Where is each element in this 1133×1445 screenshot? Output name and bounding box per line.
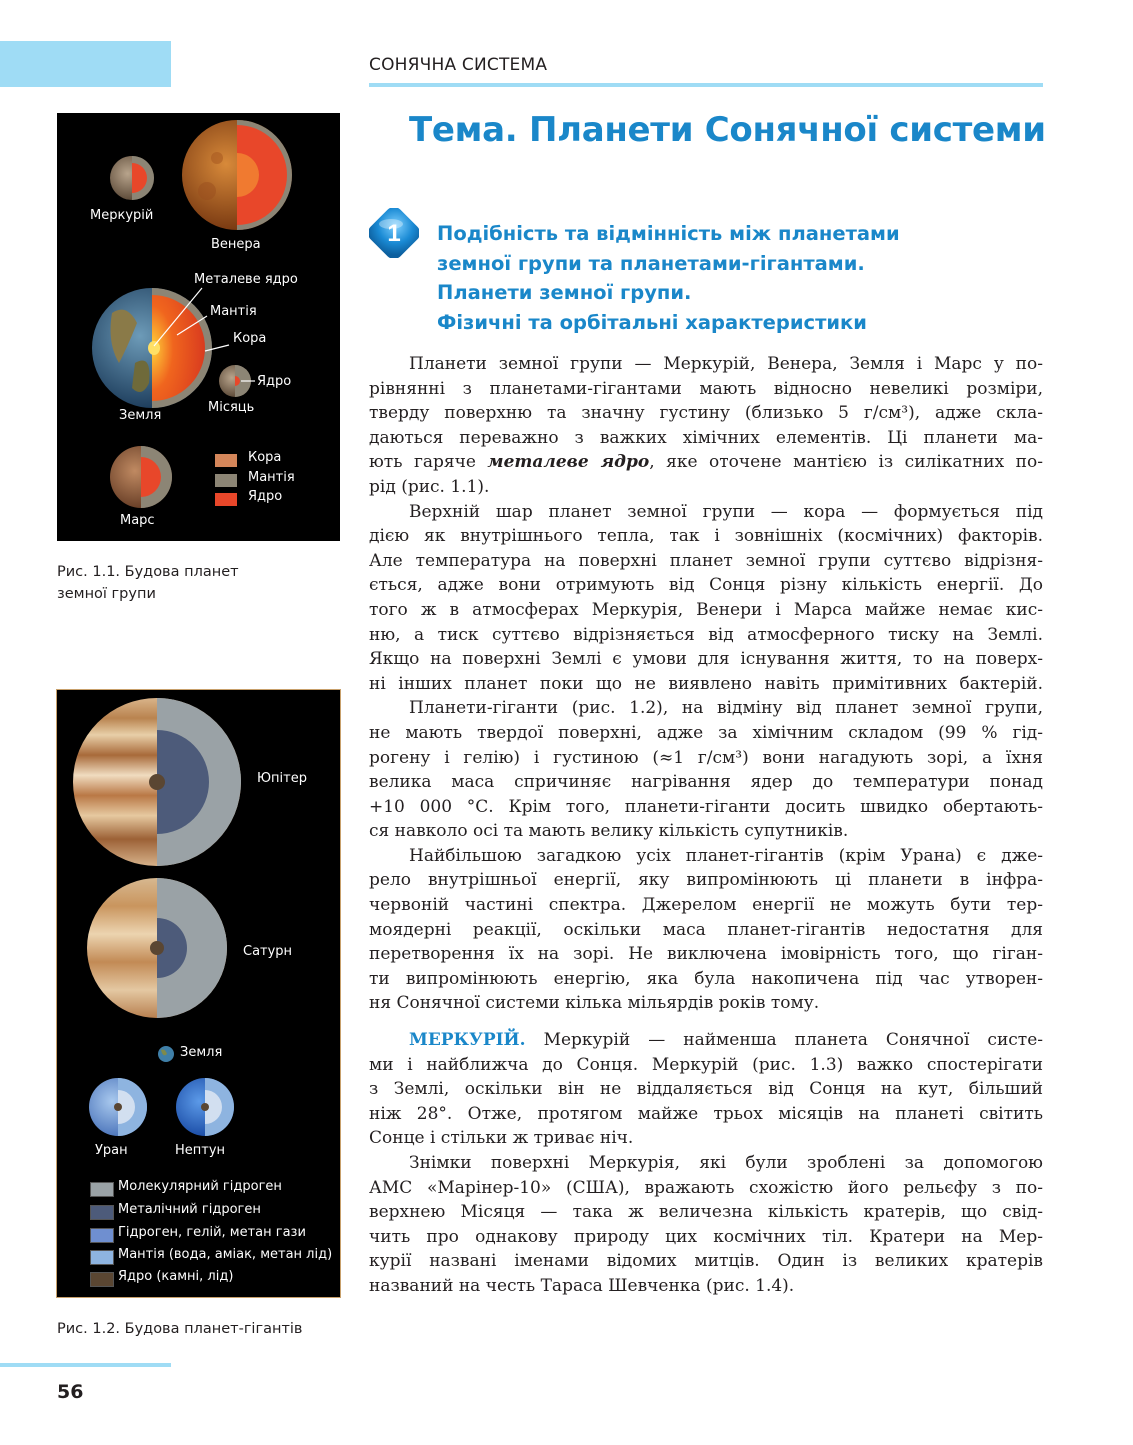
paragraph-terrestrial xyxy=(369,352,1043,500)
label-mars: Марс xyxy=(120,513,155,528)
keyword-mercury: МЕРКУРІЙ. xyxy=(409,1030,526,1051)
uranus-cutaway xyxy=(89,1078,147,1136)
section-heading xyxy=(437,219,997,337)
paragraph-mariner xyxy=(369,1151,1043,1299)
text-line xyxy=(369,450,1043,475)
legend-label: Гідроген, гелій, метан гази xyxy=(118,1225,306,1240)
text-line: рід (рис. 1.1). xyxy=(369,476,490,497)
saturn-cutaway xyxy=(87,878,227,1018)
caption-line: земної групи xyxy=(57,586,156,602)
jupiter-cutaway xyxy=(73,698,241,866)
section-heading-line: Подібність та відмінність між планетами xyxy=(437,222,900,245)
label-moon: Місяць xyxy=(208,400,255,415)
label-mantle: Мантія xyxy=(210,304,257,319)
mars-cutaway xyxy=(110,446,172,508)
figure-terrestrial-planets xyxy=(57,113,340,541)
legend-label: Ядро xyxy=(248,489,283,504)
term-metal-core: металеве ядро xyxy=(487,452,650,473)
paragraph-giants xyxy=(369,696,1043,844)
legend-swatch xyxy=(90,1250,114,1265)
text-line: перетворення їх на зорі. Не виключена імовірність того, що гіган- xyxy=(369,944,1043,965)
text-line: Планети-гіганти (рис. 1.2), на відміну від планет земної групи, xyxy=(409,698,1043,719)
text-line: названий на честь Тараса Шевченка (рис. 1.4). xyxy=(369,1275,795,1296)
text-line: ню, а тиск суттєво відрізняється від атмосферного тиску на Землі. xyxy=(369,624,1043,645)
text-line xyxy=(369,1028,1043,1053)
legend-swatch xyxy=(90,1205,114,1220)
label-earth: Земля xyxy=(119,408,162,423)
moon-cutaway xyxy=(219,365,255,397)
text-line: чить про однакову природу цих космічних тіл. Кратери на Мер- xyxy=(369,1226,1043,1247)
text-run: Меркурій — найменша планета Сонячної систе- xyxy=(525,1030,1043,1051)
legend-swatch xyxy=(90,1228,114,1243)
label-metal-core: Металеве ядро xyxy=(194,272,298,287)
section-number-badge xyxy=(369,208,419,258)
text-run: , яке оточене мантією із силікатних по- xyxy=(649,452,1043,473)
text-line: рогену і гелію) і густиною (≈1 г/см³) вони нагадують зорі, а їхня xyxy=(369,747,1043,768)
label-venus: Венера xyxy=(211,237,261,252)
text-line: червоній частині спектра. Джерелом енергії не можуть бути тер- xyxy=(369,895,1043,916)
legend-swatch xyxy=(90,1272,114,1287)
neptune-cutaway xyxy=(176,1078,234,1136)
page-number: 56 xyxy=(57,1381,84,1403)
label-earth-small: Земля xyxy=(180,1045,223,1060)
text-line: +10 000 °С. Крім того, планети-гіганти досить швидко обертають- xyxy=(369,796,1043,817)
caption-line: Рис. 1.1. Будова планет xyxy=(57,564,239,580)
text-line: не мають твердої поверхні, адже за хімічним складом (99 % гід- xyxy=(369,722,1043,743)
text-line: тверду поверхню та значну густину (близько 5 г/см³), адже скла- xyxy=(369,403,1043,424)
text-line: ні інших планет поки що не виявлено навіть примітивних бактерій. xyxy=(369,673,1043,694)
text-line: Але температура на поверхні планет земної групи суттєво відрізня- xyxy=(369,550,1043,571)
section-heading-line: Планети земної групи. xyxy=(437,281,692,304)
footer-rule xyxy=(0,1363,171,1367)
text-line: ня Сонячної системи кілька мільярдів років тому. xyxy=(369,993,820,1014)
section-heading-line: Фізичні та орбітальні характеристики xyxy=(437,310,867,334)
text-run: ють гаряче xyxy=(369,452,476,473)
text-line: велика маса спричиняє нагрівання ядер до температури понад xyxy=(369,772,1043,793)
legend-swatch xyxy=(215,493,237,506)
paragraph-crust xyxy=(369,500,1043,697)
legend-label: Металічний гідроген xyxy=(118,1202,261,1217)
legend-label: Мантія xyxy=(248,470,295,485)
label-saturn: Сатурн xyxy=(243,944,293,959)
text-line: ти випромінюють енергію, яка була накопичена під час утворен- xyxy=(369,968,1043,989)
text-line: ся навколо осі та мають велику кількість супутників. xyxy=(369,821,849,842)
legend-swatch xyxy=(90,1182,114,1197)
label-moon-core: Ядро xyxy=(257,374,292,389)
text-line: того ж в атмосферах Меркурія, Венери і Марса майже немає кис- xyxy=(369,599,1043,620)
earth-cutaway xyxy=(92,288,229,408)
text-line: курії названі іменами відомих митців. Один із великих кратерів xyxy=(369,1251,1043,1272)
text-line: Верхній шар планет земної групи — кора — формується під xyxy=(409,501,1043,522)
text-line: моядерні реакції, оскільки маса планет-гігантів недостатня для xyxy=(369,919,1043,940)
text-line: рівнянні з планетами-гігантами мають відносно невеликі розміри, xyxy=(369,378,1043,399)
venus-cutaway xyxy=(182,120,292,230)
legend-label: Мантія (вода, аміак, метан лід) xyxy=(118,1247,333,1262)
running-title: СОНЯЧНА СИСТЕМА xyxy=(369,55,548,75)
legend-label: Молекулярний гідроген xyxy=(118,1179,282,1194)
text-line: верхнею Місяця — така ж величезна кількість кратерів, що свід- xyxy=(369,1202,1043,1223)
text-line: Сонце і стільки ж триває ніч. xyxy=(369,1128,634,1149)
text-line: Знімки поверхні Меркурія, які були зроблені за допомогою xyxy=(409,1153,1043,1173)
text-line: ми і найближча до Сонця. Меркурій (рис. 1.3) важко спостерігати xyxy=(369,1054,1043,1075)
article-body xyxy=(369,352,1043,1299)
header-rule xyxy=(369,83,1043,87)
earth-scale-globe xyxy=(158,1046,174,1062)
label-crust: Кора xyxy=(233,331,267,346)
label-jupiter: Юпітер xyxy=(257,771,307,786)
corner-tab xyxy=(0,41,171,87)
text-line: дією як внутрішнього тепла, так і зовнішніх (космічних) факторів. xyxy=(369,526,1043,547)
terrestrial-planets-illustration xyxy=(57,113,340,541)
paragraph-energy xyxy=(369,844,1043,1016)
label-mercury: Меркурій xyxy=(90,208,154,223)
text-line: з Землі, оскільки він не віддаляється від Сонця на кут, більший xyxy=(369,1079,1043,1100)
text-line: даються переважно з важких хімічних елементів. Ці планети ма- xyxy=(369,427,1043,448)
text-line: ніж 28°. Отже, протягом майже трьох місяців на планеті світить xyxy=(369,1103,1043,1124)
topic-title: Тема. Планети Сонячної системи xyxy=(409,110,1046,150)
text-line: рело внутрішньої енергії, яку випромінюють ці планети в інфра- xyxy=(369,870,1043,891)
figure-giant-planets xyxy=(57,690,340,1297)
legend-label: Ядро (камні, лід) xyxy=(118,1269,234,1284)
text-line: ється, адже вони отримують від Сонця різну кількість енергії. До xyxy=(369,575,1043,596)
mercury-cutaway xyxy=(110,156,154,200)
figure1-caption xyxy=(57,561,337,605)
legend-swatch xyxy=(215,454,237,467)
paragraph-mercury xyxy=(369,1028,1043,1151)
section-number: 1 xyxy=(387,220,401,247)
text-line: Якщо на поверхні Землі є умови для існування життя, то на поверх- xyxy=(369,649,1043,670)
text-line: Найбільшою загадкою усіх планет-гігантів (крім Урана) є дже- xyxy=(409,845,1043,866)
label-neptune: Нептун xyxy=(175,1143,226,1158)
text-line: Планети земної групи — Меркурій, Венера, Земля і Марс у по- xyxy=(409,354,1043,374)
figure2-caption: Рис. 1.2. Будова планет-гігантів xyxy=(57,1321,303,1337)
section-heading-line: земної групи та планетами-гігантами. xyxy=(437,251,865,275)
label-uranus: Уран xyxy=(95,1143,128,1158)
text-line: АМС «Марінер-10» (США), вражають схожістю його рельєфу з по- xyxy=(369,1177,1043,1198)
legend-swatch xyxy=(215,474,237,487)
legend-label: Кора xyxy=(248,450,282,465)
